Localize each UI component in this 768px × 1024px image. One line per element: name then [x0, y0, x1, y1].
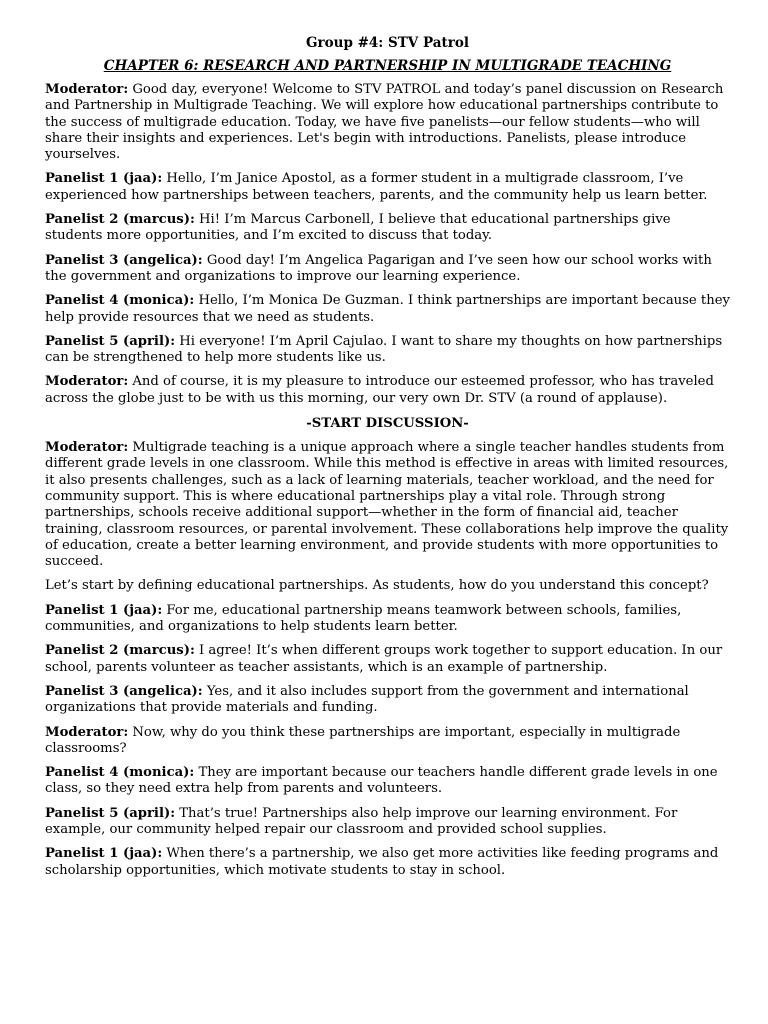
- paragraph-intro-panelist-5: [45, 334, 730, 367]
- speaker-label: Panelist 2 (marcus):: [45, 643, 195, 659]
- paragraph-intro-panelist-2: [45, 212, 730, 245]
- speaker-label: Panelist 3 (angelica):: [45, 252, 203, 268]
- paragraph-discussion-panelist-3: [45, 684, 730, 717]
- section-divider: -START DISCUSSION-: [306, 416, 469, 432]
- paragraph-discussion-moderator: [45, 440, 730, 570]
- paragraph-text: When there’s a partnership, we also get more activities like feeding programs and scholarship opportunities, which motivate students to stay in school.: [45, 846, 719, 878]
- speaker-label: Panelist 2 (marcus):: [45, 212, 195, 228]
- paragraph-text: Hi! I’m Marcus Carbonell, I believe that educational partnerships give students more opportunities, and I’m excited to discuss that today.: [45, 212, 671, 244]
- speaker-label: Panelist 5 (april):: [45, 333, 176, 349]
- paragraph-text: Multigrade teaching is a unique approach where a single teacher handles students from different grade levels in one classroom. While this method is effective in areas with limited resources, it also presents challenges, such as a lack of learning materials, teacher workload, and the need for community support. This is where educational partnerships play a vital role. Through strong partnerships, schools receive additional support—whether in the form of financial aid, teacher training, classroom resources, or parental involvement. These collaborations help improve the quality of education, create a better learning environment, and provide students with more opportunities to succeed.: [45, 440, 729, 570]
- paragraph-intro-moderator: [45, 82, 730, 163]
- paragraph-intro-panelist-4: [45, 293, 730, 326]
- paragraph-discussion-panelist-4: [45, 765, 730, 798]
- paragraph-text: Now, why do you think these partnerships are important, especially in multigrade classrooms?: [45, 724, 681, 756]
- paragraph-text: I agree! It’s when different groups work together to support education. In our school, parents volunteer as teacher assistants, which is an example of partnership.: [45, 643, 723, 675]
- paragraph-text: Hello, I’m Janice Apostol, as a former student in a multigrade classroom, I’ve experienced how partnerships between teachers, parents, and the community help us learn better.: [45, 171, 708, 203]
- group-title: Group #4: STV Patrol: [306, 35, 469, 51]
- paragraph-discussion-question: [45, 578, 730, 594]
- speaker-label: Panelist 5 (april):: [45, 805, 176, 821]
- speaker-label: Moderator:: [45, 374, 129, 390]
- speaker-label: Panelist 1 (jaa):: [45, 171, 163, 187]
- paragraph-intro-panelist-3: [45, 253, 730, 286]
- speaker-label: Panelist 1 (jaa):: [45, 846, 163, 862]
- paragraph-intro-panelist-1: [45, 171, 730, 204]
- speaker-label: Moderator:: [45, 440, 129, 456]
- paragraph-discussion-moderator-2: [45, 725, 730, 758]
- speaker-label: Panelist 4 (monica):: [45, 765, 195, 781]
- paragraph-discussion-panelist-1: [45, 603, 730, 636]
- paragraph-intro-professor: [45, 374, 730, 407]
- speaker-label: Panelist 3 (angelica):: [45, 683, 203, 699]
- paragraph-discussion-panelist-2: [45, 643, 730, 676]
- paragraph-text: Good day, everyone! Welcome to STV PATROL and today’s panel discussion on Research and Partnership in Multigrade Teaching. We will explore how educational partnerships contribute to the success of multigrade education. Today, we have five panelists—our fellow students—who will share their insights and experiences. Let's begin with introductions. Panelists, please introduce yourselves.: [45, 82, 724, 163]
- speaker-label: Panelist 4 (monica):: [45, 293, 195, 309]
- paragraph-text: They are important because our teachers handle different grade levels in one class, so they need extra help from parents and volunteers.: [45, 765, 718, 797]
- paragraph-text: For me, educational partnership means teamwork between schools, families, communities, and organizations to help students learn better.: [45, 602, 682, 635]
- speaker-label: Moderator:: [45, 82, 129, 97]
- paragraph-discussion-panelist-1-b: [45, 846, 730, 879]
- speaker-label: Panelist 1 (jaa):: [45, 602, 163, 618]
- paragraph-text: Let’s start by defining educational partnerships. As students, how do you understand this concept?: [45, 578, 709, 594]
- paragraph-text: Good day! I’m Angelica Pagarigan and I’ve seen how our school works with the government and organizations to improve our learning experience.: [45, 252, 712, 284]
- paragraph-text: And of course, it is my pleasure to introduce our esteemed professor, who has traveled across the globe just to be with us this morning, our very own Dr. STV (a round of applause).: [45, 374, 714, 406]
- document-page: [45, 34, 730, 887]
- paragraph-text: That’s true! Partnerships also help improve our learning environment. For example, our community helped repair our classroom and provided school supplies.: [45, 805, 678, 837]
- chapter-title: CHAPTER 6: RESEARCH AND PARTNERSHIP IN MULTIGRADE TEACHING: [103, 58, 672, 74]
- paragraph-discussion-panelist-5: [45, 806, 730, 839]
- speaker-label: Moderator:: [45, 724, 129, 740]
- paragraph-text: Hi everyone! I’m April Cajulao. I want to share my thoughts on how partnerships can be strengthened to help more students like us.: [45, 333, 723, 366]
- paragraph-text: Hello, I’m Monica De Guzman. I think partnerships are important because they help provide resources that we need as students.: [45, 293, 730, 325]
- paragraph-text: Yes, and it also includes support from the government and international organizations that provide materials and funding.: [45, 683, 689, 716]
